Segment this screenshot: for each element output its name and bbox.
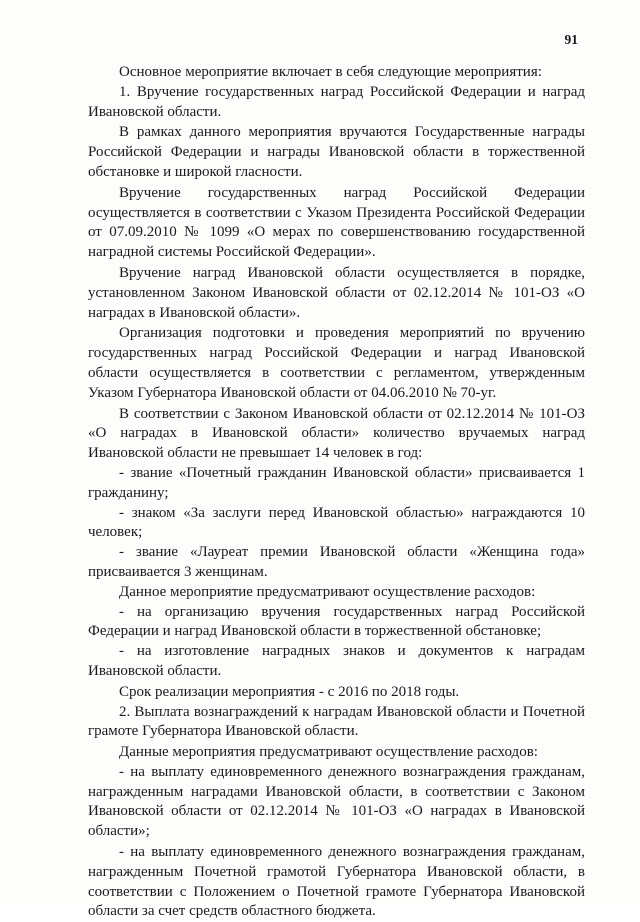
paragraph: 2. Выплата вознаграждений к наградам Ивановской области и Почетной грамоте Губернатора Ивановской области.: [88, 703, 585, 740]
page-number: 91: [564, 32, 578, 47]
paragraph: - на выплату единовременного денежного вознаграждения гражданам, награжденным Почетной грамотой Губернатора Ивановской области, в соответствии с Положением о Почетной грамоте Губернатора Ивановской области за счет средств областного бюджета.: [88, 844, 585, 920]
paragraph: Данные мероприятия предусматривают осуществление расходов:: [119, 744, 538, 761]
paragraph: Срок реализации мероприятия - с 2016 по 2018 годы.: [119, 683, 460, 700]
paragraph: Организация подготовки и проведения мероприятий по вручению государственных наград Российской Федерации и наград Ивановской области осуществляется в соответствии с регламентом, утвержденным Указом Губернатора Ивановской области от 04.06.2010 № 70-уг.: [88, 325, 585, 401]
paragraph: Вручение наград Ивановской области осуществляется в порядке, установленном Законом Ивановской области от 02.12.2014 № 101-ОЗ «О наградах в Ивановской области».: [88, 264, 585, 321]
paragraph: 1. Вручение государственных наград Российской Федерации и наград Ивановской области.: [88, 83, 585, 120]
paragraph: Основное мероприятие включает в себя следующие мероприятия:: [119, 64, 542, 80]
paragraph: - на изготовление наградных знаков и документов к наградам Ивановской области.: [88, 643, 585, 679]
paragraph: В соответствии с Законом Ивановской области от 02.12.2014 № 101-ОЗ «О наградах в Ивановской области» количество вручаемых наград Ивановской области не превышает 14 человек в год:: [88, 405, 585, 462]
paragraph: - на организацию вручения государственных наград Российской Федерации и наград Ивановской области в торжественной обстановке;: [88, 603, 585, 640]
document-body: [88, 63, 585, 922]
paragraph: - звание «Почетный гражданин Ивановской области» присваивается 1 гражданину;: [88, 464, 585, 501]
paragraph: - на выплату единовременного денежного вознаграждения гражданам, награжденным наградами Ивановской области, в соответствии с Законом Ивановской области от 02.12.2014 № 101-ОЗ «О наградах в Ивановской области»;: [88, 763, 585, 840]
paragraph: Вручение государственных наград Российской Федерации осуществляется в соответствии с Указом Президента Российской Федерации от 07.09.2010 № 1099 «О мерах по совершенствованию государственной наградной системы Российской Федерации».: [88, 184, 585, 261]
paragraph: В рамках данного мероприятия вручаются Государственные награды Российской Федерации и награды Ивановской области в торжественной обстановке и широкой гласности.: [88, 124, 585, 180]
paragraph: Данное мероприятие предусматривают осуществление расходов:: [119, 583, 536, 600]
paragraph: - звание «Лауреат премии Ивановской области «Женщина года» присваивается 3 женщинам.: [88, 544, 585, 580]
paragraph: - знаком «За заслуги перед Ивановской областью» награждаются 10 человек;: [88, 504, 585, 541]
